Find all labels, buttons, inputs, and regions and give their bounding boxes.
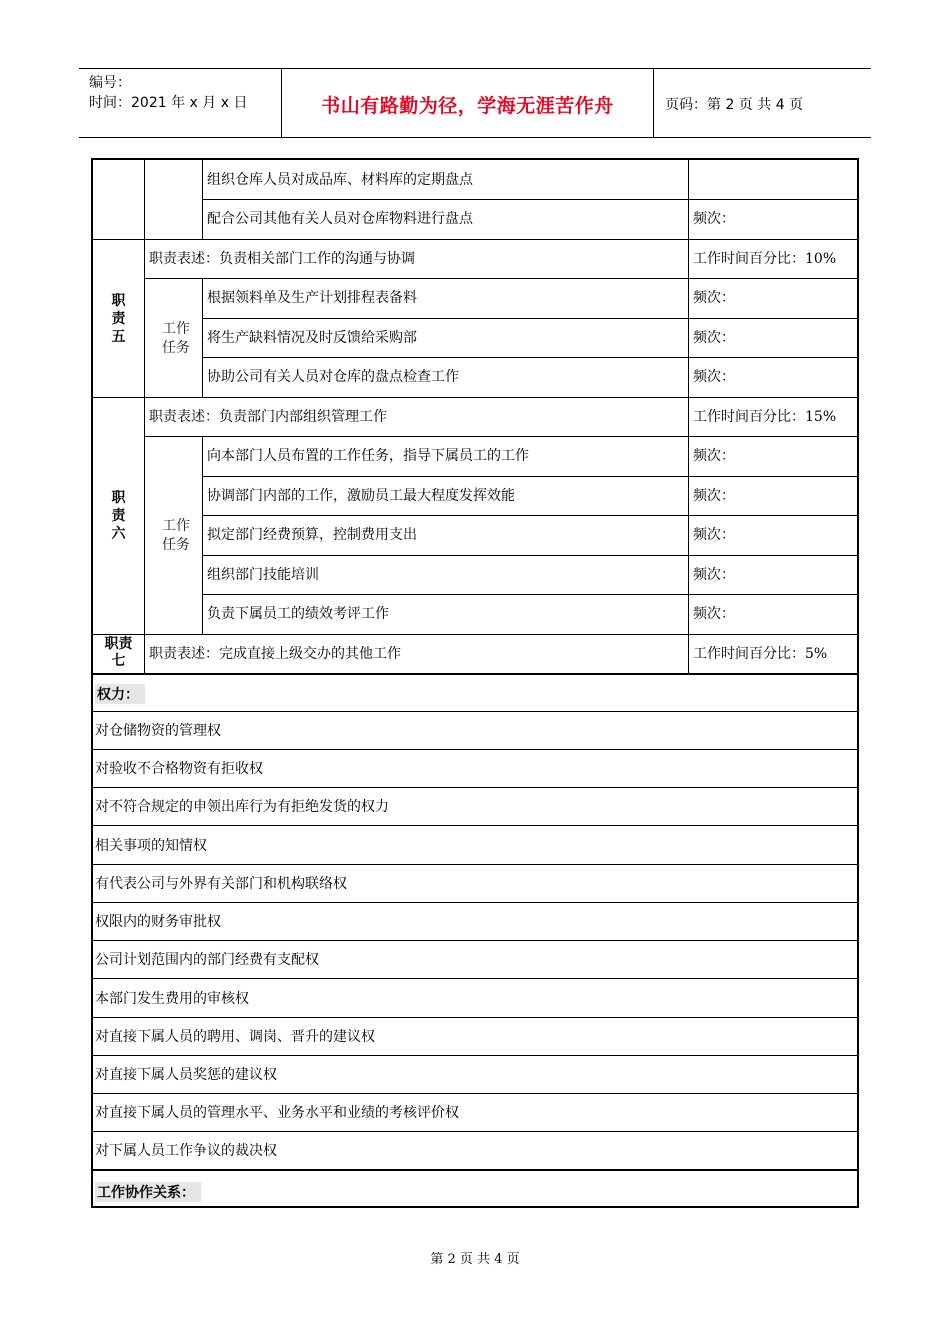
- grid-line: [202, 555, 857, 556]
- authority-item: 对验收不合格物资有拒收权: [95, 761, 263, 777]
- task-text: 配合公司其他有关人员对仓库物料进行盘点: [207, 211, 473, 227]
- grid-line: [93, 1169, 857, 1171]
- grid-line: [93, 1093, 857, 1094]
- duty-label: 职责七: [104, 636, 133, 669]
- authority-item: 对仓储物资的管理权: [95, 723, 221, 739]
- authority-item: 对不符合规定的申领出库行为有拒绝发货的权力: [95, 799, 389, 815]
- task-frequency: 频次：: [693, 567, 735, 583]
- duty-statement: 职责表述：负责相关部门工作的沟通与协调: [149, 251, 415, 267]
- grid-line: [202, 515, 857, 516]
- duty-statement: 职责表述：负责部门内部组织管理工作: [149, 409, 387, 425]
- grid-line: [93, 787, 857, 788]
- grid-line: [93, 1055, 857, 1056]
- grid-line: [93, 978, 857, 979]
- task-text: 拟定部门经费预算，控制费用支出: [207, 527, 417, 543]
- task-text: 组织部门技能培训: [207, 567, 319, 583]
- grid-line: [202, 437, 203, 635]
- authority-item: 权限内的财务审批权: [95, 914, 221, 930]
- task-frequency: 频次：: [693, 606, 735, 622]
- task-group-label: 工作任务: [162, 321, 190, 356]
- job-description-table: [91, 158, 859, 1208]
- grid-line: [202, 160, 203, 240]
- task-text: 协助公司有关人员对仓库的盘点检查工作: [207, 369, 459, 385]
- grid-line: [93, 825, 857, 826]
- authority-item: 相关事项的知情权: [95, 838, 207, 854]
- authority-item: 对下属人员工作争议的裁决权: [95, 1143, 277, 1159]
- grid-line: [144, 635, 145, 674]
- doc-time-label: 时间：2021 年 x 月 x 日: [89, 95, 248, 111]
- task-frequency: 频次：: [693, 330, 735, 346]
- grid-line: [93, 711, 857, 712]
- duty-label: 职责六: [111, 490, 126, 542]
- task-text: 负责下属员工的绩效考评工作: [207, 606, 389, 622]
- task-frequency: 频次：: [693, 448, 735, 464]
- duty-time-percent: 工作时间百分比：10%: [693, 251, 837, 267]
- authority-item: 有代表公司与外界有关部门和机构联络权: [95, 876, 347, 892]
- duty-time-percent: 工作时间百分比：5%: [693, 646, 828, 662]
- authority-item: 对直接下属人员的聘用、调岗、晋升的建议权: [95, 1029, 375, 1045]
- task-frequency: 频次：: [693, 488, 735, 504]
- page-footer: 第 2 页 共 4 页: [430, 1252, 520, 1267]
- duty-time-percent: 工作时间百分比：15%: [693, 409, 837, 425]
- grid-line: [202, 279, 203, 398]
- page-info: 页码：第 2 页 共 4 页: [665, 97, 804, 113]
- cooperation-title: 工作协作关系：: [95, 1182, 201, 1202]
- page-header: [79, 68, 871, 138]
- authority-title: 权力：: [95, 684, 145, 704]
- task-group-label: 工作任务: [162, 518, 190, 553]
- task-text: 向本部门人员布置的工作任务，指导下属员工的工作: [207, 448, 529, 464]
- task-text: 根据领料单及生产计划排程表备料: [207, 290, 417, 306]
- authority-item: 本部门发生费用的审核权: [95, 991, 249, 1007]
- grid-line: [144, 278, 857, 279]
- task-frequency: 频次：: [693, 290, 735, 306]
- task-text: 组织仓库人员对成品库、材料库的定期盘点: [207, 172, 473, 188]
- grid-line: [93, 397, 857, 398]
- authority-item: 公司计划范围内的部门经费有支配权: [95, 952, 319, 968]
- grid-line: [93, 902, 857, 903]
- header-divider: [653, 69, 654, 137]
- duty-label: 职责五: [111, 293, 126, 345]
- grid-line: [144, 436, 857, 437]
- grid-line: [202, 318, 857, 319]
- authority-item: 对直接下属人员的管理水平、业务水平和业绩的考核评价权: [95, 1105, 459, 1121]
- task-frequency: 频次：: [693, 211, 735, 227]
- grid-line: [93, 239, 857, 240]
- grid-line: [202, 199, 857, 200]
- header-motto: 书山有路勤为径，学海无涯苦作舟: [321, 95, 614, 117]
- grid-line: [93, 634, 857, 635]
- header-meta: [89, 73, 247, 113]
- grid-line: [93, 673, 857, 675]
- grid-line: [93, 864, 857, 865]
- task-text: 协调部门内部的工作，激励员工最大程度发挥效能: [207, 488, 515, 504]
- task-text: 将生产缺料情况及时反馈给采购部: [207, 330, 417, 346]
- task-frequency: 频次：: [693, 527, 735, 543]
- grid-line: [202, 594, 857, 595]
- task-frequency: 频次：: [693, 369, 735, 385]
- grid-line: [202, 357, 857, 358]
- grid-line: [93, 1131, 857, 1132]
- grid-line: [93, 1017, 857, 1018]
- grid-line: [93, 940, 857, 941]
- doc-number-label: 编号：: [89, 75, 131, 91]
- duty-statement: 职责表述：完成直接上级交办的其他工作: [149, 646, 401, 662]
- authority-item: 对直接下属人员奖惩的建议权: [95, 1067, 277, 1083]
- grid-line: [688, 160, 689, 674]
- grid-line: [202, 476, 857, 477]
- grid-line: [93, 749, 857, 750]
